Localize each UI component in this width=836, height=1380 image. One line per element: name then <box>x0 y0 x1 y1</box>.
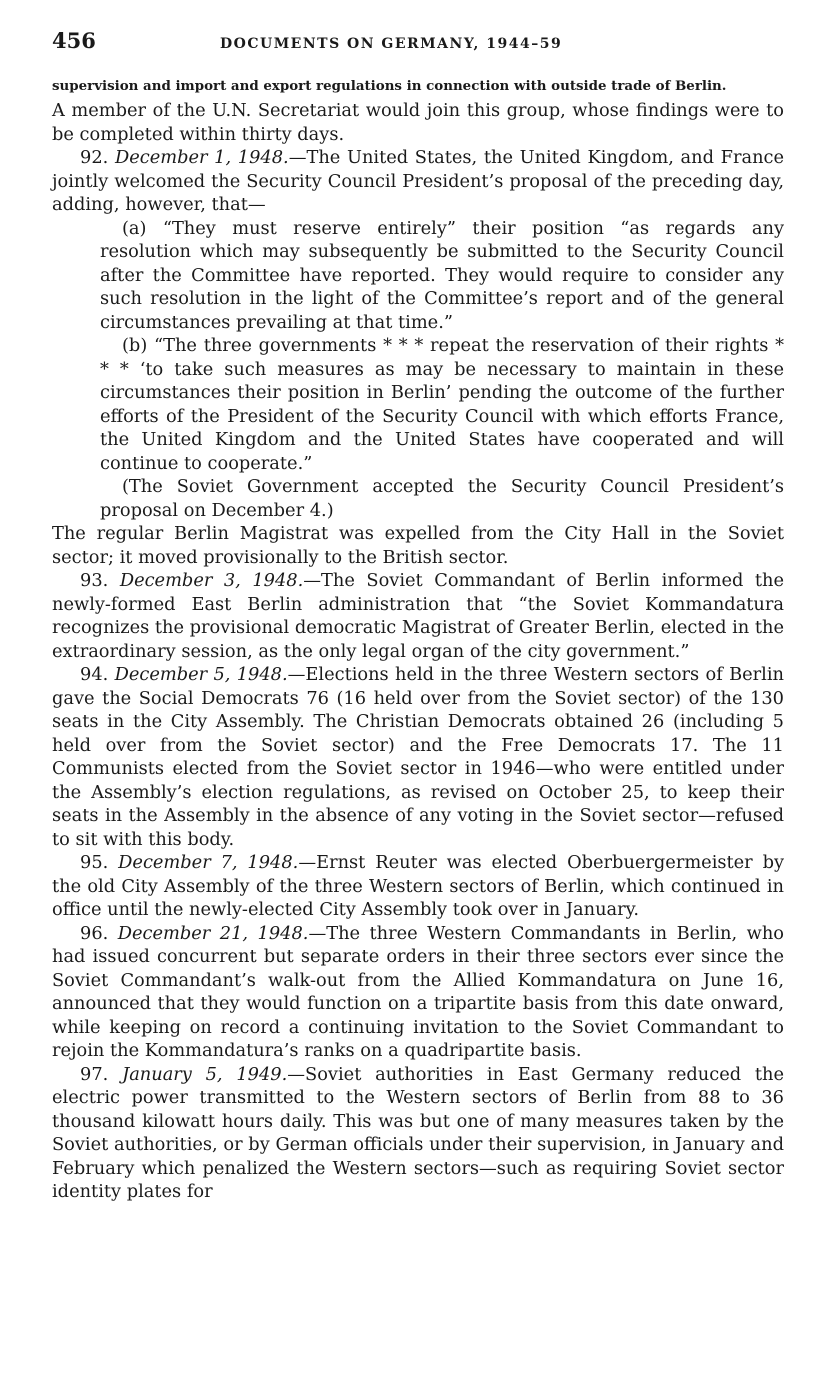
entry-text: —Ernst Reuter was elected Oberbuergermeister by the old City Assembly of the three Western sectors of Berlin, which continued in office until the newly-elected City Assembly took over in January. <box>52 852 784 920</box>
quote-note: (The Soviet Government accepted the Security Council President’s proposal on December 4.) <box>100 476 784 521</box>
entry-text: —The three Western Commandants in Berlin, who had issued concurrent but separate orders in their three sectors ever since the Soviet Commandant’s walk-out from the Allied Kommandatura on June 16, announced that they would function on a tripartite basis from this date onward, while keeping on record a continuing invitation to the Soviet Commandant to rejoin the Kommandatura’s ranks on a quadripartite basis. <box>52 922 785 1061</box>
document-page <box>52 28 784 1204</box>
quote-a: (a) “They must reserve entirely” their position “as regards any resolution which may subsequently be submitted to the Security Council after the Committee have reported. They would require to consider any such resolution in the light of the Committee’s report and of the general circumstances prevailing at that time.” <box>100 217 784 333</box>
entry-text: —Elections held in the three Western sectors of Berlin gave the Social Democrats 76 (16 held over from the Soviet sector) of the 130 seats in the City Assembly. The Christian Democrats obtained 26 (including 5 held over from the Soviet sector) and the Free Democrats 17. The 11 Communists elected from the Soviet sector in 1946—who were entitled under the Assembly’s election regulations, as revised on October 25, to keep their seats in the Assembly in the absence of any voting in the Soviet sector—refused to sit with this body. <box>52 664 785 850</box>
magistrat-paragraph: The regular Berlin Magistrat was expelled from the City Hall in the Soviet sector; it moved provisionally to the British sector. <box>52 523 784 568</box>
entry-number: 95. <box>80 852 109 873</box>
un-member-paragraph: A member of the U.N. Secretariat would join this group, whose findings were to be completed within thirty days. <box>52 100 784 145</box>
entry-date: December 1, 1948. <box>114 147 289 168</box>
page-header <box>52 28 784 58</box>
page-number: 456 <box>52 28 96 53</box>
entry-number: 97. <box>80 1063 109 1085</box>
entry-date: December 7, 1948. <box>118 852 299 873</box>
entry-text: —The United States, the United Kingdom, and France jointly welcomed the Security Council President’s proposal of the preceding day, adding, however, that— <box>52 147 785 215</box>
entry-number: 93. <box>80 570 109 591</box>
entry-92 <box>52 146 784 217</box>
entry-number: 92. <box>80 147 109 168</box>
quote-b: (b) “The three governments * * * repeat the reservation of their rights * * * ‘to take such measures as may be necessary to maintain in these circumstances their position in Berlin’ pending the outcome of the further efforts of the President of the Security Council with which efforts France, the United Kingdom and the United States have cooperated and will continue to cooperate.” <box>100 335 784 474</box>
entry-date: January 5, 1949. <box>122 1063 288 1085</box>
entry-text: —The Soviet Commandant of Berlin informed the newly-formed East Berlin administration that “the Soviet Kommandatura recognizes the provisional democratic Magistrat of Greater Berlin, elected in the extraordinary session, as the only legal organ of the city government.” <box>52 570 785 662</box>
entry-97 <box>52 1063 784 1204</box>
entry-text: —Soviet authorities in East Germany reduced the electric power transmitted to the Western sectors of Berlin from 88 to 36 thousand kilowatt hours daily. This was but one of many measures taken by the Soviet authorities, or by German officials under their supervision, in January and February which penalized the Western sectors—such as requiring Soviet sector identity plates for <box>52 1063 785 1202</box>
quote-block <box>100 217 784 523</box>
entry-number: 96. <box>80 922 109 944</box>
entry-date: December 5, 1948. <box>114 664 288 685</box>
entry-96 <box>52 922 784 1063</box>
entry-number: 94. <box>80 664 109 685</box>
entry-93 <box>52 569 784 663</box>
running-title: DOCUMENTS ON GERMANY, 1944–59 <box>220 36 563 52</box>
entry-date: December 21, 1948. <box>117 922 309 944</box>
continuation-paragraph: supervision and import and export regulations in connection with outside trade of Berlin. <box>52 78 727 94</box>
entry-95 <box>52 851 784 922</box>
entry-date: December 3, 1948. <box>119 570 304 591</box>
entry-94 <box>52 663 784 851</box>
